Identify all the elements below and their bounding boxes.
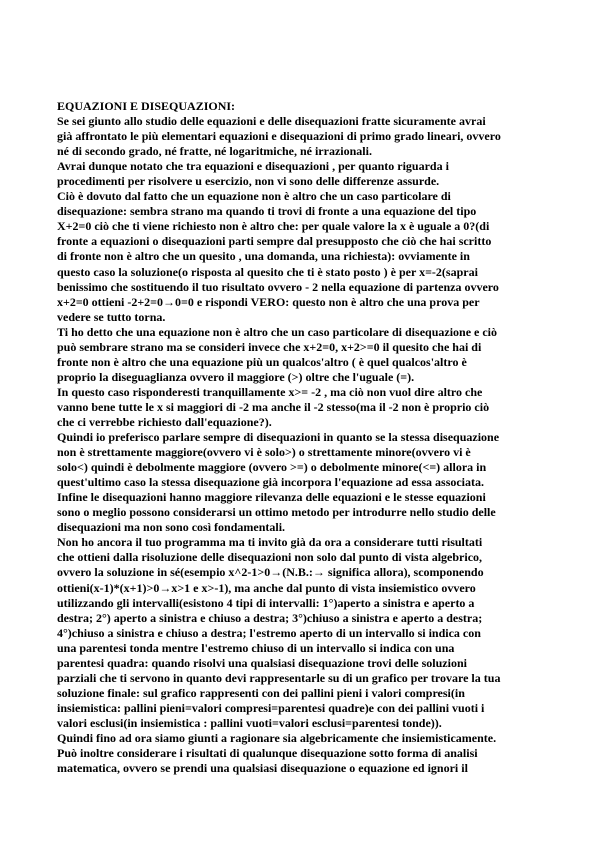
text-line: di fronte non è altro che un quesito , una domanda, una richiesta): ovviamente in	[57, 249, 470, 264]
text-line: fronte non è altro che una equazione più un qualcos'altro ( è quel qualcos'altro è	[57, 354, 467, 369]
text-line: Quindi fino ad ora siamo giunti a ragionare sia algebricamente che insiemisticamente.	[57, 730, 497, 745]
text-line: parentesi quadra: quando risolvi una qualsiasi disequazione trovi delle soluzioni	[57, 655, 467, 670]
text-line: benissimo che sostituendo il tuo risultato ovvero - 2 nella equazione di partenza ovvero	[57, 279, 499, 294]
text-line: disequazioni ma non sono così fondamentali.	[57, 520, 286, 535]
text-line: quest'ultimo caso la stessa disequazione già incorpora l'equazione ad essa associata.	[57, 475, 485, 490]
text-line: può sembrare strano ma se consideri invece che x+2=0, x+2>=0 il quesito che hai di	[57, 339, 482, 354]
text-line: matematica, ovvero se prendi una qualsiasi disequazione o equazione ed ignori il	[57, 761, 468, 776]
text-line: Se sei giunto allo studio delle equazioni e delle disequazioni fratte sicuramente avrai	[57, 114, 486, 129]
text-line: Ti ho detto che una equazione non è altro che un caso particolare di disequazione e ciò	[57, 324, 498, 339]
text-line: x+2=0 ottieni -2+2=0→0=0 e rispondi VERO: questo non è altro che una prova per	[57, 294, 480, 309]
text-line: Avrai dunque notato che tra equazioni e disequazioni , per quanto riguarda i	[57, 159, 449, 174]
text-line: questo caso la soluzione(o risposta al quesito che ti è stato posto ) è per x=-2(saprai	[57, 264, 478, 279]
text-line: soluzione finale: sul grafico rappresenti con dei pallini pieni i valori compresi(in	[57, 685, 465, 700]
text-line: sono o meglio possono considerarsi un ottimo metodo per introdurre nello studio delle	[57, 505, 496, 520]
text-line: proprio la diseguaglianza ovvero il maggiore (>) oltre che l'uguale (=).	[57, 369, 415, 384]
text-line: Ciò è dovuto dal fatto che un equazione non è altro che un caso particolare di	[57, 189, 451, 204]
text-line: utilizzando gli intervalli(esistono 4 tipi di intervalli: 1°)aperto a sinistra e aperto a	[57, 595, 475, 610]
text-line: 4°)chiuso a sinistra e chiuso a destra; l'estremo aperto di un intervallo si indica con	[57, 625, 481, 640]
text-line: che ci verrebbe richiesto dall'equazione?).	[57, 414, 272, 429]
text-line: né di secondo grado, né fratte, né logaritmiche, né irrazionali.	[57, 144, 372, 159]
text-line: Non ho ancora il tuo programma ma ti invito già da ora a considerare tutti risultati	[57, 535, 483, 550]
document-body	[57, 99, 547, 776]
text-line: procedimenti per risolvere u esercizio, non vi sono delle differenze assurde.	[57, 174, 440, 189]
text-line: parziali che ti servono in quanto devi rappresentarle su di un grafico per trovare la tua	[57, 670, 501, 685]
document-title: EQUAZIONI E DISEQUAZIONI:	[57, 99, 236, 113]
text-line: che ottieni dalla risoluzione delle disequazioni non solo dal punto di vista algebrico,	[57, 550, 483, 565]
text-line: solo<) quindi è debolmente maggiore (ovvero >=) o debolmente minore(<=) allora in	[57, 460, 487, 475]
text-line: ovvero la soluzione in sé(esempio x^2-1>0→(N.B.:→ significa allora), scomponendo	[57, 565, 484, 580]
text-line: non è strettamente maggiore(ovvero vi è solo>) o strettamente minore(ovvero vi è	[57, 445, 471, 460]
text-line: X+2=0 ciò che ti viene richiesto non è altro che: per quale valore la x è uguale a 0?(di	[57, 219, 490, 234]
text-line: insiemistica: pallini pieni=valori compresi=parentesi quadre)e con dei pallini vuoti i	[57, 700, 485, 715]
text-line: destra; 2°) aperto a sinistra e chiuso a destra; 3°)chiuso a sinistra e aperto a destra;	[57, 610, 483, 625]
text-line: vanno bene tutte le x si maggiori di -2 ma anche il -2 stesso(ma il -2 non è proprio ciò	[57, 399, 490, 414]
text-line: fronte a equazioni o disequazioni parti sempre dal presupposto che ciò che hai scritto	[57, 234, 492, 249]
text-line: vedere se tutto torna.	[57, 309, 166, 324]
text-line: Infine le disequazioni hanno maggiore rilevanza delle equazioni e le stesse equazioni	[57, 490, 486, 505]
text-line: In questo caso risponderesti tranquillamente x>= -2 , ma ciò non vuol dire altro che	[57, 384, 483, 399]
text-line: già affrontato le più elementari equazioni e disequazioni di primo grado lineari, ovvero	[57, 129, 501, 144]
text-line: Può inoltre considerare i risultati di qualunque disequazione sotto forma di analisi	[57, 746, 478, 761]
text-line: ottieni(x-1)*(x+1)>0→x>1 e x>-1), ma anche dal punto di vista insiemistico ovvero	[57, 580, 476, 595]
text-line: Quindi io preferisco parlare sempre di disequazioni in quanto se la stessa disequazione	[57, 430, 500, 445]
text-line: valori esclusi(in insiemistica : pallini vuoti=valori esclusi=parentesi tonde)).	[57, 715, 442, 730]
text-line: disequazione: sembra strano ma quando ti trovi di fronte a una equazione del tipo	[57, 204, 477, 219]
text-line: una parentesi tonda mentre l'estremo chiuso di un intervallo si indica con una	[57, 640, 455, 655]
